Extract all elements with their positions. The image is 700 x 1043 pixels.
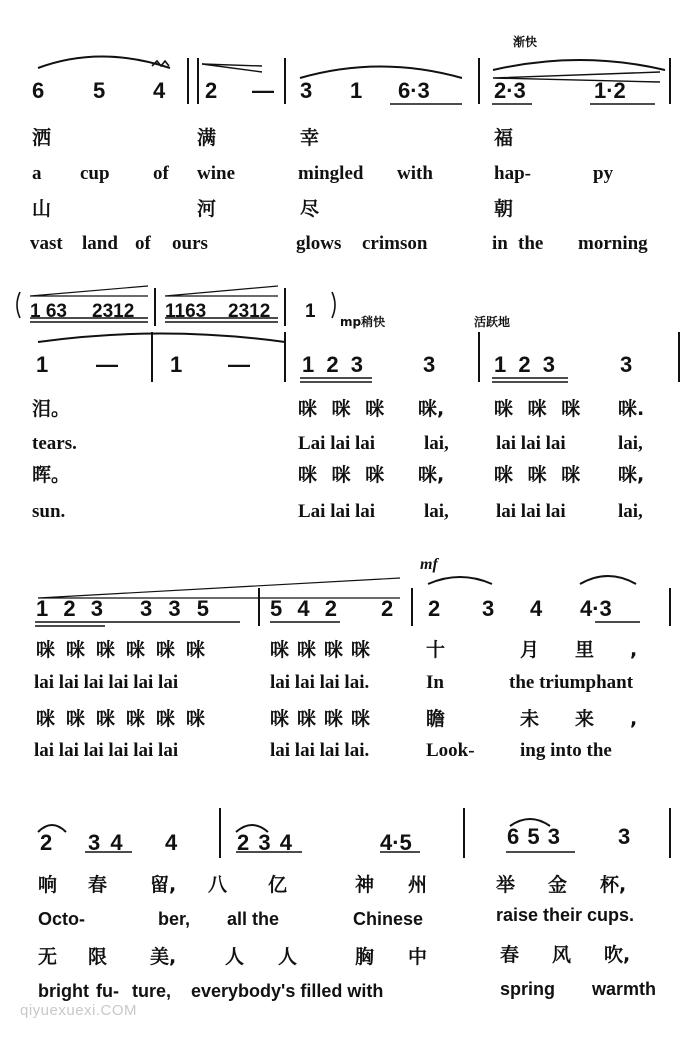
note: 4 (530, 596, 543, 621)
lyric-cn: 尽 (300, 198, 320, 220)
lyric-cn: 风 (552, 944, 572, 966)
slur (38, 57, 170, 69)
lyric-en: morning (578, 233, 648, 254)
lyric-cn: 春 (88, 874, 108, 896)
lyric-en: the triumphant (509, 672, 634, 693)
lyric-en: lai lai lai lai. (270, 740, 370, 761)
slur (38, 334, 285, 343)
lyric-cn: 咪 咪 咪 (494, 464, 581, 486)
note-dash: — (228, 352, 250, 377)
lyric-en: glows (296, 233, 342, 254)
lyric-en: of (135, 233, 151, 254)
lyric-cn: 八 (208, 874, 228, 896)
close-paren (332, 292, 335, 318)
note: 1 (36, 352, 49, 377)
note: 2·3 (494, 78, 526, 103)
lyric-en: hap- (494, 163, 531, 184)
note: 4 (153, 78, 166, 103)
lyric-cn: 咪咪咪咪 (270, 639, 379, 661)
lyric-en: ing into the (520, 740, 612, 761)
lyric-cn: 福 (494, 127, 514, 149)
lyric-en: cup (80, 163, 110, 184)
lyric-en: sun. (32, 501, 66, 522)
lyric-cn: 美, (150, 946, 177, 968)
phrase-hairpin (165, 286, 278, 296)
watermark: qiyuexuexi.COM (20, 1002, 138, 1019)
lyric-en: lai lai lai lai lai lai (34, 672, 179, 693)
lyric-en: lai lai lai lai. (270, 672, 370, 693)
note-group: 6 5 3 (507, 824, 560, 849)
note: 2 (381, 596, 394, 621)
lyric-cn: 咪 咪 咪 (298, 398, 385, 420)
note: 2 (40, 830, 53, 855)
note: 1 (350, 78, 363, 103)
slur (493, 60, 665, 70)
lyric-cn: 杯, (600, 874, 627, 896)
lyric-cn: 咪, (618, 464, 645, 486)
lyric-cn: 州 (408, 874, 428, 896)
lyric-en: in (492, 233, 508, 254)
lyric-en: all the (227, 909, 280, 929)
lyric-cn: 咪咪咪咪 (270, 708, 379, 730)
lyric-cn: 留, (150, 874, 177, 896)
lyric-cn: 十 (426, 639, 446, 661)
lyric-en: wine (197, 163, 235, 184)
lyric-cn: 举 (496, 874, 516, 896)
lyric-en: land (82, 233, 118, 254)
lyric-en: everybody's filled with (191, 981, 384, 1001)
dynamic-marking: mf (420, 556, 438, 573)
slur (428, 577, 492, 584)
note: 6·3 (398, 78, 430, 103)
lyric-cn: 瞻 (426, 708, 446, 730)
lyric-cn: 神 (355, 874, 375, 896)
lyric-en: crimson (362, 233, 428, 254)
note-dash: — (96, 352, 118, 377)
crescendo-hairpin (202, 64, 262, 72)
lyric-en: Lai lai lai (298, 433, 376, 454)
lyric-en: vast (30, 233, 63, 254)
lyric-en: Chinese (353, 909, 424, 929)
lyric-en: bright (38, 981, 89, 1001)
note: 3 (423, 352, 436, 377)
lyric-en: warmth (592, 979, 657, 999)
note: 2 (428, 596, 441, 621)
lyric-en: of (153, 163, 169, 184)
lyric-en: raise their cups. (496, 905, 635, 925)
lyric-en: ours (172, 233, 208, 254)
note: 4·3 (580, 596, 612, 621)
instrumental-note: 1163 (165, 301, 207, 322)
instrumental-note: 2312 (228, 301, 271, 322)
lyric-cn: 泪。 (32, 398, 71, 420)
note-dash: — (252, 78, 274, 103)
lyric-en: fu- (96, 981, 119, 1001)
lyric-cn: 中 (408, 946, 428, 968)
lyric-en: lai, (424, 433, 449, 454)
lyric-en: In (426, 672, 444, 693)
note-group: 5 4 2 (270, 596, 337, 621)
note-group: 1 2 3 (494, 352, 555, 377)
lyric-en: mingled (298, 163, 364, 184)
note: 1·2 (594, 78, 626, 103)
lyric-en: lai, (424, 501, 449, 522)
note-group: 1 2 3 (36, 596, 103, 621)
lyric-en: a (32, 163, 42, 184)
lyric-cn: 咪 咪 咪 (494, 398, 581, 420)
tempo-marking: 渐快 (513, 35, 538, 49)
note: 3 (300, 78, 313, 103)
lyric-cn: 咪咪咪咪咪咪 (36, 708, 217, 730)
phrase-hairpin (38, 578, 400, 598)
lyric-cn: 人 (278, 946, 298, 968)
lyric-cn: 人 (225, 946, 245, 968)
lyric-cn: 月里, (520, 639, 674, 661)
lyric-en: tears. (32, 433, 77, 454)
lyric-cn: 山 (32, 198, 52, 220)
lyric-cn: 金 (548, 874, 568, 896)
lyric-en: py (593, 163, 614, 184)
instrumental-note: 1 (305, 301, 316, 322)
instrumental-note: 2312 (92, 301, 135, 322)
lyric-en: lai lai lai (496, 501, 566, 522)
lyric-cn: 晖。 (32, 464, 71, 486)
lyric-en: with (397, 163, 433, 184)
lyric-cn: 吹, (604, 944, 631, 966)
note: 4 (165, 830, 178, 855)
instrumental-note: 1 63 (30, 301, 67, 322)
lyric-cn: 未来, (520, 708, 674, 730)
slur (300, 67, 462, 79)
note: 2 (205, 78, 218, 103)
lyric-en: Look- (426, 740, 475, 761)
lyric-en: Octo- (38, 909, 85, 929)
lyric-cn: 洒 (32, 127, 52, 149)
note-group: 3 3 5 (140, 596, 209, 621)
tie-mark (152, 61, 169, 66)
note: 3 (620, 352, 633, 377)
lyric-en: lai, (618, 501, 643, 522)
lyric-en: ber, (158, 909, 191, 929)
lyric-cn: 幸 (300, 127, 320, 149)
lyric-cn: 咪 咪 咪 (298, 464, 385, 486)
note: 6 (32, 78, 45, 103)
lyric-cn: 无 (38, 946, 58, 968)
phrase-hairpin (30, 286, 148, 296)
lyric-cn: 咪, (418, 398, 445, 420)
open-paren (17, 292, 20, 318)
note-group: 1 2 3 (302, 352, 363, 377)
lyric-cn: 亿 (268, 874, 288, 896)
note-group: 3 4 (88, 830, 123, 855)
note: 3 (618, 824, 631, 849)
lyric-cn: 限 (88, 946, 108, 968)
note-group: 2 3 4 (237, 830, 292, 855)
lyric-en: ture, (132, 981, 172, 1001)
lyric-cn: 河 (197, 198, 217, 220)
lyric-en: Lai lai lai (298, 501, 376, 522)
note: 1 (170, 352, 183, 377)
note: 3 (482, 596, 495, 621)
slur (580, 576, 636, 584)
lyric-cn: 咪. (618, 398, 645, 420)
lyric-cn: 春 (500, 944, 520, 966)
expression-marking: mp稍快 (340, 315, 386, 329)
style-marking: 活跃地 (474, 315, 511, 329)
lyric-en: lai lai lai (496, 433, 566, 454)
lyric-en: spring (500, 979, 556, 999)
lyric-cn: 朝 (494, 198, 514, 220)
lyric-en: the (518, 233, 544, 254)
note: 5 (93, 78, 106, 103)
lyric-cn: 咪咪咪咪咪咪 (36, 639, 217, 661)
lyric-cn: 咪, (418, 464, 445, 486)
lyric-cn: 响 (38, 874, 58, 896)
note: 4·5 (380, 830, 412, 855)
lyric-en: lai, (618, 433, 643, 454)
lyric-cn: 胸 (355, 946, 375, 968)
lyric-en: lai lai lai lai lai lai (34, 740, 179, 761)
lyric-cn: 满 (197, 127, 217, 149)
